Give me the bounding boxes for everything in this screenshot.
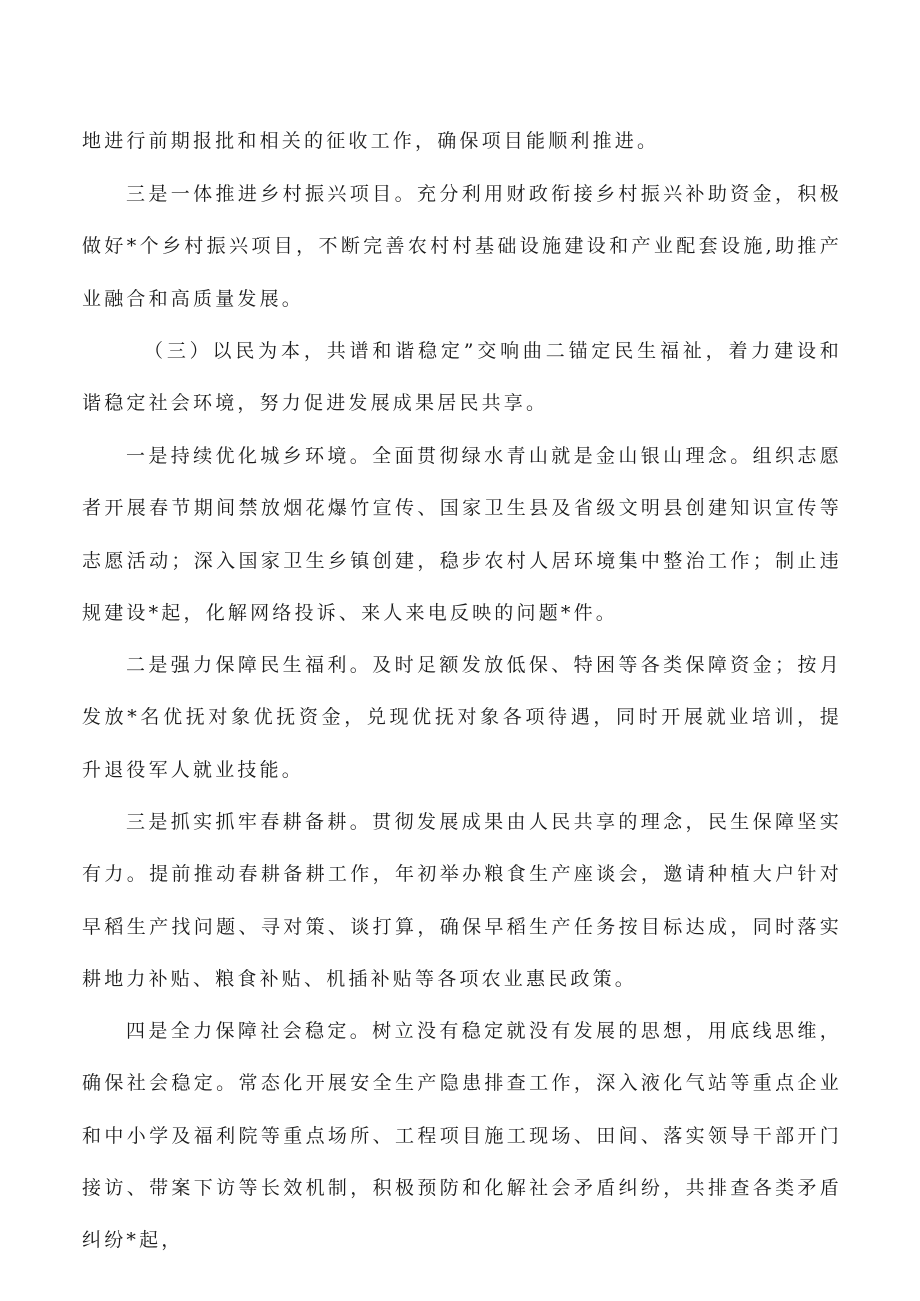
section-heading-three: （三）以民为本，共谱和谐稳定”交响曲二锚定民生福祉，着力建设和谐稳定社会环境，努力促进发展成果居民共享。: [82, 340, 842, 415]
paragraph-spring-farming: 三是抓实抓牢春耕备耕。贯彻发展成果由人民共享的理念，民生保障坚实有力。提前推动春耕备耕工作，年初举办粮食生产座谈会，邀请种植大户针对早稻生产找问题、寻对策、谈打算，确保早稻生产任务按目标达成，同时落实耕地力补贴、粮食补贴、机插补贴等各项农业惠民政策。: [82, 811, 842, 990]
paragraph-social-stability: 四是全力保障社会稳定。树立没有稳定就没有发展的思想，用底线思维，确保社会稳定。常态化开展安全生产隐患排查工作，深入液化气站等重点企业和中小学及福利院等重点场所、工程项目施工现场、田间、落实领导干部开门接访、带案下访等长效机制，积极预防和化解社会矛盾纠纷，共排查各类矛盾纠纷*起，: [82, 1020, 842, 1252]
paragraph-urban-rural-environment: 一是持续优化城乡环境。全面贯彻绿水青山就是金山银山理念。组织志愿者开展春节期间禁放烟花爆竹宣传、国家卫生县及省级文明县创建知识宣传等志愿活动；深入国家卫生乡镇创建，稳步农村人居环境集中整治工作；制止违规建设*起，化解网络投诉、来人来电反映的问题*件。: [82, 445, 842, 624]
paragraph-livelihood-welfare: 二是强力保障民生福利。及时足额发放低保、特困等各类保障资金；按月发放*名优抚对象优抚资金，兑现优抚对象各项待遇，同时开展就业培训，提升退役军人就业技能。: [82, 654, 842, 781]
paragraph-continuation: 地进行前期报批和相关的征收工作，确保项目能顺利推进。: [82, 130, 660, 152]
paragraph-rural-revitalization: 三是一体推进乡村振兴项目。充分利用财政衔接乡村振兴补助资金，积极做好*个乡村振兴项目，不断完善农村村基础设施建设和产业配套设施,助推产业融合和高质量发展。: [82, 183, 842, 310]
